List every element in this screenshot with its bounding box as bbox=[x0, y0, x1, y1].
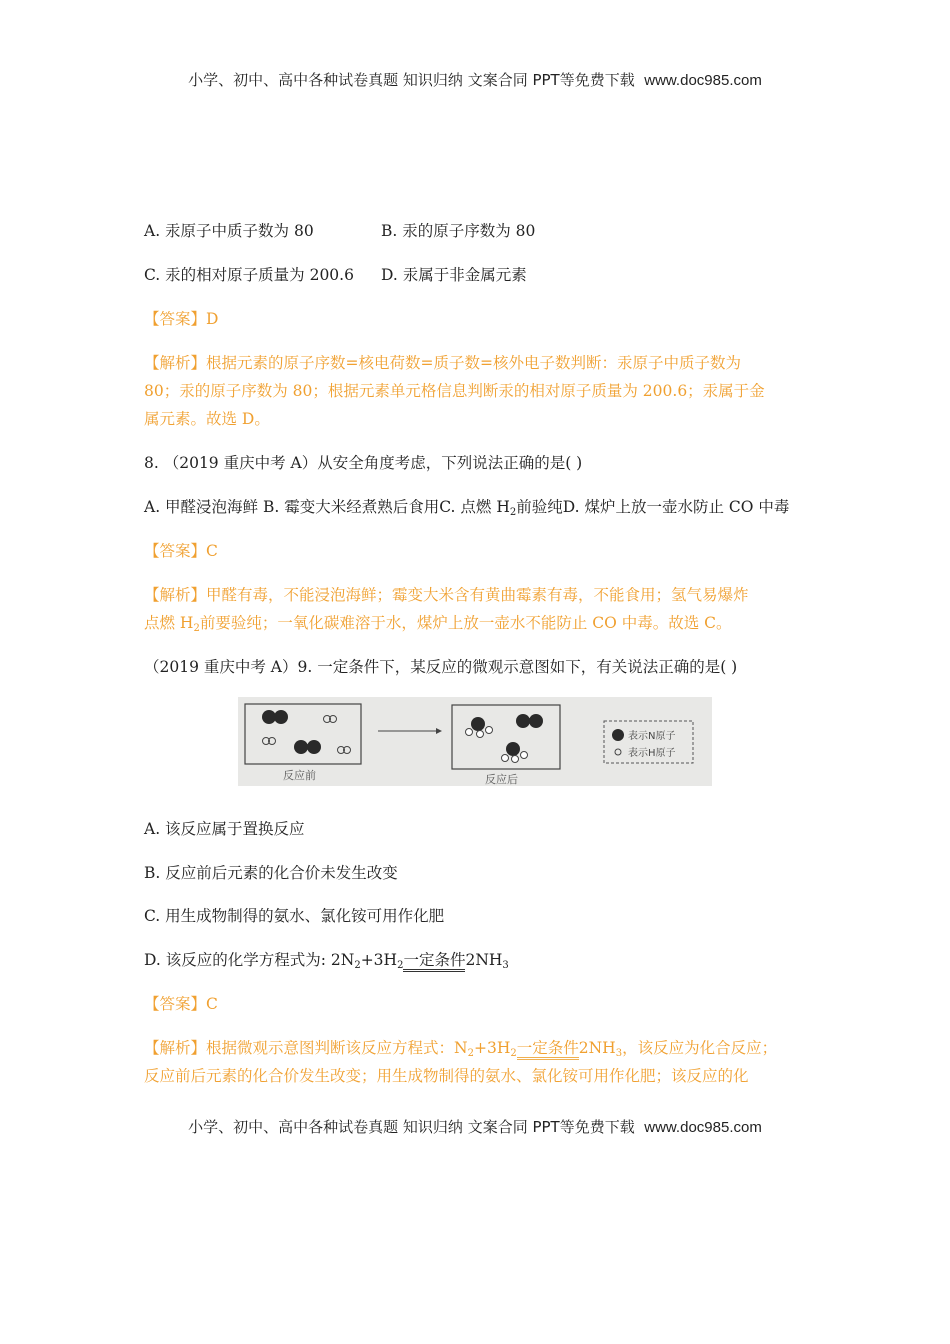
q7-analysis-line1 bbox=[144, 353, 741, 373]
q8-question: 8. （2019 重庆中考 A）从安全角度考虑，下列说法正确的是( ) bbox=[144, 454, 583, 472]
text: +3H bbox=[360, 951, 398, 969]
subscript: 2 bbox=[193, 623, 200, 634]
q9-option-d bbox=[144, 950, 509, 976]
q8-options bbox=[144, 497, 789, 523]
q8-analysis-line1 bbox=[144, 585, 749, 605]
q8-answer bbox=[144, 541, 218, 561]
footer-url[interactable]: www.doc985.com bbox=[644, 1119, 762, 1136]
q8-option-d: D. 煤炉上放一壶水防止 CO 中毒 bbox=[562, 498, 790, 516]
q9-analysis-line1 bbox=[144, 1038, 777, 1064]
text: +3H bbox=[473, 1039, 511, 1057]
answer-value: C bbox=[206, 542, 218, 560]
subscript: 2 bbox=[354, 960, 361, 971]
q8-option-b: B. 霉变大米经煮熟后食用 bbox=[262, 498, 440, 516]
q7-answer bbox=[144, 309, 218, 329]
q8-option-a: A. 甲醛浸泡海鲜 bbox=[144, 498, 263, 516]
subscript: 3 bbox=[502, 960, 509, 971]
legend-n: 表示N原子 bbox=[628, 731, 676, 742]
page-header bbox=[0, 69, 950, 90]
text: 前验纯 bbox=[516, 498, 563, 516]
q7-option-d: D. 汞属于非金属元素 bbox=[381, 266, 527, 284]
q9-question: （2019 重庆中考 A）9. 一定条件下，某反应的微观示意图如下，有关说法正确的是( ) bbox=[144, 658, 738, 676]
analysis-text: 甲醛有毒，不能浸泡海鲜；霉变大米含有黄曲霉素有毒，不能食用；氢气易爆炸 bbox=[206, 586, 749, 604]
q8-analysis-line2 bbox=[144, 613, 732, 639]
q9-option-b: B. 反应前后元素的化合价未发生改变 bbox=[144, 864, 398, 882]
q7-analysis-line2: 80；汞的原子序数为 80；根据元素单元格信息判断汞的相对原子质量为 200.6；汞属于金 bbox=[144, 382, 765, 400]
q7-option-a: A. 汞原子中质子数为 80 bbox=[144, 222, 314, 240]
text: 点燃 H bbox=[144, 614, 194, 632]
q9-analysis-line2: 反应前后元素的化合价发生改变；用生成物制得的氨水、氯化铵可用作化肥；该反应的化 bbox=[144, 1067, 749, 1085]
legend-h: 表示H原子 bbox=[628, 748, 676, 759]
arrow-icon bbox=[436, 728, 442, 734]
text: 2NH bbox=[578, 1039, 616, 1057]
subscript: 2 bbox=[467, 1048, 474, 1059]
q8-option-c bbox=[439, 498, 563, 516]
analysis-label: 【解析】 bbox=[144, 1039, 207, 1057]
before-box bbox=[245, 704, 361, 764]
reaction-condition: 一定条件 bbox=[403, 951, 465, 972]
n-atom-icon bbox=[612, 729, 624, 741]
reaction-diagram bbox=[238, 697, 712, 786]
answer-label: 【答案】 bbox=[144, 542, 207, 560]
subscript: 2 bbox=[397, 960, 404, 971]
h-atom-icon bbox=[615, 749, 621, 755]
text: C. 点燃 H bbox=[439, 498, 510, 516]
answer-label: 【答案】 bbox=[144, 995, 207, 1013]
reaction-condition: 一定条件 bbox=[517, 1039, 579, 1060]
subscript: 2 bbox=[510, 1048, 517, 1059]
after-label: 反应后 bbox=[485, 773, 518, 786]
answer-label: 【答案】 bbox=[144, 310, 207, 328]
analysis-text: 根据元素的原子序数=核电荷数=质子数=核外电子数判断：汞原子中质子数为 bbox=[206, 354, 741, 372]
text: 根据微观示意图判断该反应方程式：N bbox=[206, 1039, 468, 1057]
q9-option-a: A. 该反应属于置换反应 bbox=[144, 820, 305, 838]
subscript: 2 bbox=[509, 507, 517, 518]
text: D. 该反应的化学方程式为: 2N bbox=[144, 951, 355, 969]
text: ，该反应为化合反应； bbox=[622, 1039, 778, 1057]
header-url[interactable]: www.doc985.com bbox=[644, 72, 762, 89]
q7-option-b: B. 汞的原子序数为 80 bbox=[381, 222, 536, 240]
header-text: 小学、初中、高中各种试卷真题 知识归纳 文案合同 PPT等免费下载 bbox=[188, 71, 635, 89]
q7-option-c: C. 汞的相对原子质量为 200.6 bbox=[144, 266, 354, 284]
footer-text: 小学、初中、高中各种试卷真题 知识归纳 文案合同 PPT等免费下载 bbox=[188, 1118, 635, 1136]
q9-option-c: C. 用生成物制得的氨水、氯化铵可用作化肥 bbox=[144, 907, 445, 925]
answer-value: D bbox=[206, 310, 219, 328]
analysis-label: 【解析】 bbox=[144, 586, 207, 604]
text: 2NH bbox=[465, 951, 503, 969]
page-footer bbox=[0, 1116, 950, 1137]
subscript: 3 bbox=[615, 1048, 623, 1059]
analysis-label: 【解析】 bbox=[144, 354, 207, 372]
text: 前要验纯；一氧化碳难溶于水，煤炉上放一壶水不能防止 CO 中毒。故选 C。 bbox=[199, 614, 732, 632]
n2-molecules bbox=[262, 710, 321, 754]
q7-analysis-line3: 属元素。故选 D。 bbox=[144, 410, 270, 428]
q9-answer bbox=[144, 994, 218, 1014]
answer-value: C bbox=[206, 995, 218, 1013]
before-label: 反应前 bbox=[283, 769, 316, 782]
